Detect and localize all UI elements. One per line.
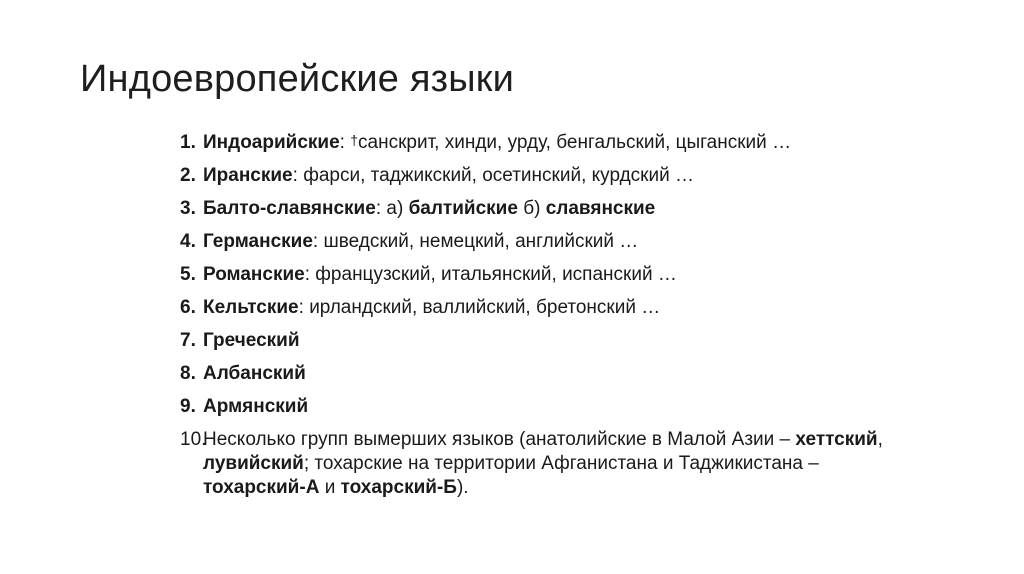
language-tocharian-a: тохарский-А	[203, 477, 320, 498]
group-name: Романские	[203, 264, 305, 285]
item-number: 1.	[180, 132, 196, 153]
group-examples: французский, итальянский, испанский …	[315, 264, 677, 285]
list-item	[180, 197, 900, 221]
text-fragment: Несколько групп вымерших языков (анатолийские в Малой Азии –	[203, 429, 796, 450]
language-family-list	[180, 131, 900, 509]
item-number: 3.	[180, 198, 196, 219]
text-fragment: ,	[877, 429, 883, 450]
group-name: Албанский	[203, 363, 306, 384]
separator: :	[304, 264, 316, 285]
separator: :	[339, 132, 351, 153]
list-item	[180, 362, 900, 386]
subgroup-marker-b: б)	[517, 198, 546, 219]
text-fragment: ).	[456, 477, 469, 498]
group-examples: фарси, таджикский, осетинский, курдский …	[303, 165, 694, 186]
dagger-mark: †	[350, 132, 359, 148]
list-item	[180, 164, 900, 188]
subgroup-slavic: славянские	[545, 198, 656, 219]
list-item	[180, 131, 900, 155]
separator: :	[292, 165, 304, 186]
item-number: 2.	[180, 165, 196, 186]
list-item	[180, 329, 900, 353]
item-number: 7.	[180, 330, 196, 351]
separator: :	[298, 297, 310, 318]
list-item	[180, 296, 900, 320]
item-number: 6.	[180, 297, 196, 318]
group-examples: шведский, немецкий, английский …	[323, 231, 639, 252]
text-fragment: ; тохарские на территории Афганистана и Таджикистана –	[303, 453, 819, 474]
subgroup-marker-a: а)	[386, 198, 409, 219]
item-text	[202, 428, 900, 500]
item-number: 8.	[180, 363, 196, 384]
separator: :	[312, 231, 324, 252]
item-text	[202, 197, 900, 221]
language-tocharian-b: тохарский-Б	[340, 477, 457, 498]
text-fragment: и	[319, 477, 341, 498]
language-hittite: хеттский	[795, 429, 878, 450]
group-name: Индоарийские	[203, 132, 340, 153]
item-text	[202, 329, 900, 353]
item-text	[202, 230, 900, 254]
item-text	[202, 362, 900, 386]
group-name: Греческий	[203, 330, 300, 351]
item-text	[202, 263, 900, 287]
subgroup-baltic: балтийские	[408, 198, 518, 219]
list-item	[180, 428, 900, 500]
item-text	[202, 296, 900, 320]
item-number: 9.	[180, 396, 196, 417]
language-luwian: лувийский	[203, 453, 304, 474]
item-number: 10.	[180, 429, 207, 450]
list-item	[180, 263, 900, 287]
group-name: Балто-славянские	[203, 198, 376, 219]
item-number: 5.	[180, 264, 196, 285]
slide-title: Индоевропейские языки	[80, 58, 515, 100]
item-number: 4.	[180, 231, 196, 252]
item-text	[202, 131, 900, 155]
item-text	[202, 164, 900, 188]
separator: :	[375, 198, 387, 219]
group-name: Кельтские	[203, 297, 299, 318]
group-name: Иранские	[203, 165, 293, 186]
list-item	[180, 230, 900, 254]
group-name: Германские	[203, 231, 313, 252]
item-text	[202, 395, 900, 419]
list-item	[180, 395, 900, 419]
group-name: Армянский	[203, 396, 309, 417]
group-examples: санскрит, хинди, урду, бенгальский, цыганский …	[358, 132, 792, 153]
group-examples: ирландский, валлийский, бретонский …	[309, 297, 661, 318]
